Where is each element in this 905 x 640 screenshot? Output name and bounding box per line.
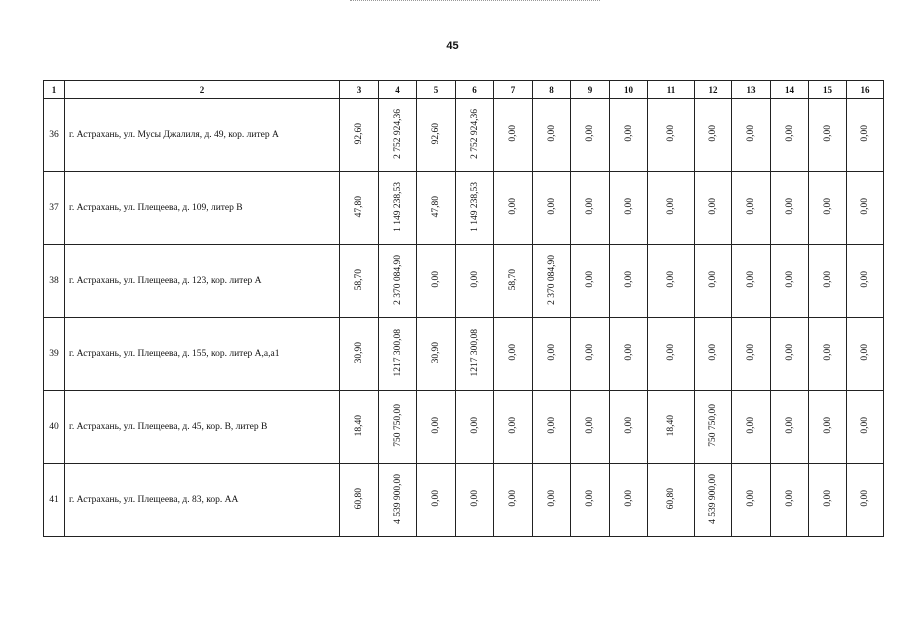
value-text: 0,00: [784, 344, 795, 361]
value-text: 0,00: [860, 198, 870, 215]
column-header-15: 15: [809, 81, 847, 99]
value-cell-col-15: [809, 464, 847, 537]
value-text: 0,00: [746, 344, 756, 361]
value-cell-col-13: [732, 464, 771, 537]
value-cell-col-15: [809, 318, 847, 391]
value-text: 0,00: [666, 125, 676, 142]
value-cell-col-14: [771, 318, 809, 391]
value-text: 0,00: [860, 417, 870, 434]
value-cell-col-6: [456, 172, 494, 245]
value-cell-col-16: [847, 318, 884, 391]
value-cell-col-7: [494, 99, 533, 172]
value-text: 0,00: [469, 490, 480, 507]
value-text: 0,00: [508, 490, 518, 507]
value-cell-col-11: [648, 318, 695, 391]
value-cell-col-9: [571, 464, 610, 537]
value-cell-col-8: [533, 245, 571, 318]
table-row: [44, 391, 884, 464]
column-header-2: 2: [65, 81, 340, 99]
value-text: 0,00: [822, 271, 833, 288]
value-text: 0,00: [784, 490, 795, 507]
value-cell-col-11: [648, 391, 695, 464]
value-cell-col-6: [456, 391, 494, 464]
value-cell-col-6: [456, 245, 494, 318]
page-number: 45: [446, 40, 459, 52]
value-text: 2 752 924,36: [392, 108, 403, 159]
value-text: 92,60: [431, 122, 441, 145]
value-cell-col-16: [847, 172, 884, 245]
value-cell-col-7: [494, 245, 533, 318]
value-text: 18,40: [354, 414, 364, 437]
row-number: 36: [44, 99, 65, 172]
value-cell-col-11: [648, 245, 695, 318]
value-cell-col-11: [648, 464, 695, 537]
table-row: [44, 464, 884, 537]
table-row: [44, 318, 884, 391]
value-text: 0,00: [508, 125, 518, 142]
table-row: [44, 172, 884, 245]
value-cell-col-13: [732, 172, 771, 245]
table-row: [44, 99, 884, 172]
value-cell-col-3: [340, 99, 379, 172]
value-text: 0,00: [822, 198, 833, 215]
value-cell-col-11: [648, 172, 695, 245]
value-cell-col-8: [533, 172, 571, 245]
value-cell-col-14: [771, 99, 809, 172]
value-cell-col-6: [456, 464, 494, 537]
value-text: 0,00: [469, 271, 480, 288]
row-number: 39: [44, 318, 65, 391]
address-cell: г. Астрахань, ул. Плещеева, д. 123, кор. литер А: [65, 245, 340, 318]
value-text: 0,00: [860, 344, 870, 361]
value-cell-col-15: [809, 99, 847, 172]
column-header-14: 14: [771, 81, 809, 99]
value-cell-col-8: [533, 391, 571, 464]
column-header-4: 4: [379, 81, 417, 99]
value-text: 0,00: [431, 490, 441, 507]
value-text: 0,00: [708, 198, 718, 215]
row-number: 41: [44, 464, 65, 537]
value-text: 30,90: [354, 341, 364, 364]
value-text: 47,80: [431, 195, 441, 218]
address-cell: г. Астрахань, ул. Плещеева, д. 45, кор. В, литер В: [65, 391, 340, 464]
value-text: 0,00: [546, 198, 557, 215]
table-body: [44, 99, 884, 537]
value-cell-col-10: [610, 99, 648, 172]
value-text: 92,60: [354, 122, 364, 145]
column-header-10: 10: [610, 81, 648, 99]
value-cell-col-4: [379, 245, 417, 318]
value-cell-col-13: [732, 391, 771, 464]
value-cell-col-9: [571, 391, 610, 464]
register-table: [43, 80, 884, 537]
column-header-5: 5: [417, 81, 456, 99]
value-text: 0,00: [666, 198, 676, 215]
value-cell-col-3: [340, 318, 379, 391]
value-cell-col-9: [571, 99, 610, 172]
value-text: 0,00: [623, 417, 634, 434]
value-cell-col-13: [732, 99, 771, 172]
value-cell-col-10: [610, 464, 648, 537]
value-cell-col-5: [417, 245, 456, 318]
row-number: 40: [44, 391, 65, 464]
value-text: 0,00: [546, 490, 557, 507]
column-header-12: 12: [695, 81, 732, 99]
value-text: 0,00: [623, 490, 634, 507]
value-cell-col-9: [571, 318, 610, 391]
value-text: 0,00: [746, 125, 756, 142]
value-text: 0,00: [623, 125, 634, 142]
value-cell-col-10: [610, 391, 648, 464]
value-cell-col-6: [456, 318, 494, 391]
value-text: 0,00: [822, 125, 833, 142]
value-cell-col-13: [732, 318, 771, 391]
value-cell-col-12: [695, 245, 732, 318]
value-cell-col-4: [379, 318, 417, 391]
value-text: 0,00: [585, 490, 595, 507]
value-text: 0,00: [860, 490, 870, 507]
value-text: 0,00: [860, 125, 870, 142]
address-cell: г. Астрахань, ул. Плещеева, д. 109, литер В: [65, 172, 340, 245]
value-cell-col-14: [771, 391, 809, 464]
value-text: 2 370 084,90: [546, 254, 557, 305]
value-text: 58,70: [508, 268, 518, 291]
value-text: 0,00: [822, 344, 833, 361]
value-text: 750 750,00: [708, 404, 718, 447]
value-text: 0,00: [708, 271, 718, 288]
value-text: 0,00: [508, 344, 518, 361]
value-text: 4 539 900,00: [708, 473, 718, 524]
table-row: [44, 245, 884, 318]
value-cell-col-14: [771, 464, 809, 537]
top-scan-artifact: [350, 0, 600, 5]
value-cell-col-3: [340, 172, 379, 245]
value-cell-col-15: [809, 391, 847, 464]
value-text: 0,00: [585, 344, 595, 361]
value-cell-col-11: [648, 99, 695, 172]
value-text: 0,00: [623, 198, 634, 215]
value-cell-col-6: [456, 99, 494, 172]
column-header-9: 9: [571, 81, 610, 99]
value-text: 0,00: [469, 417, 480, 434]
value-text: 0,00: [508, 417, 518, 434]
row-number: 38: [44, 245, 65, 318]
address-cell: г. Астрахань, ул. Мусы Джалиля, д. 49, кор. литер А: [65, 99, 340, 172]
value-text: 0,00: [784, 125, 795, 142]
value-cell-col-10: [610, 245, 648, 318]
value-text: 0,00: [860, 271, 870, 288]
value-text: 0,00: [746, 417, 756, 434]
value-text: 0,00: [784, 417, 795, 434]
value-cell-col-16: [847, 464, 884, 537]
value-text: 0,00: [508, 198, 518, 215]
value-text: 0,00: [623, 344, 634, 361]
value-text: 0,00: [746, 198, 756, 215]
value-cell-col-7: [494, 318, 533, 391]
value-text: 1 149 238,53: [392, 181, 403, 232]
value-cell-col-12: [695, 391, 732, 464]
value-text: 0,00: [784, 271, 795, 288]
value-cell-col-16: [847, 245, 884, 318]
value-text: 58,70: [354, 268, 364, 291]
value-cell-col-7: [494, 464, 533, 537]
value-text: 0,00: [585, 198, 595, 215]
value-text: 2 370 084,90: [392, 254, 403, 305]
value-cell-col-16: [847, 99, 884, 172]
value-text: 1 149 238,53: [469, 181, 480, 232]
column-header-16: 16: [847, 81, 884, 99]
value-text: 0,00: [546, 125, 557, 142]
value-text: 0,00: [746, 490, 756, 507]
header-row: [44, 81, 884, 99]
value-cell-col-8: [533, 464, 571, 537]
column-header-6: 6: [456, 81, 494, 99]
value-text: 2 752 924,36: [469, 108, 480, 159]
value-text: 0,00: [746, 271, 756, 288]
value-cell-col-4: [379, 464, 417, 537]
value-cell-col-12: [695, 172, 732, 245]
value-text: 0,00: [666, 271, 676, 288]
value-text: 0,00: [585, 417, 595, 434]
value-text: 1217 300,08: [392, 328, 403, 377]
value-text: 0,00: [708, 344, 718, 361]
value-text: 30,90: [431, 341, 441, 364]
column-header-3: 3: [340, 81, 379, 99]
value-cell-col-10: [610, 172, 648, 245]
value-cell-col-5: [417, 318, 456, 391]
value-text: 47,80: [354, 195, 364, 218]
value-text: 0,00: [546, 344, 557, 361]
value-text: 60,80: [354, 487, 364, 510]
column-header-8: 8: [533, 81, 571, 99]
value-cell-col-4: [379, 99, 417, 172]
value-cell-col-14: [771, 245, 809, 318]
value-cell-col-12: [695, 318, 732, 391]
column-header-1: 1: [44, 81, 65, 99]
value-text: 1217 300,08: [469, 328, 480, 377]
column-header-13: 13: [732, 81, 771, 99]
value-cell-col-5: [417, 172, 456, 245]
address-cell: г. Астрахань, ул. Плещеева, д. 83, кор. АА: [65, 464, 340, 537]
column-header-7: 7: [494, 81, 533, 99]
value-cell-col-5: [417, 464, 456, 537]
value-text: 60,80: [666, 487, 676, 510]
value-text: 0,00: [431, 271, 441, 288]
value-cell-col-13: [732, 245, 771, 318]
value-text: 18,40: [666, 414, 676, 437]
value-cell-col-16: [847, 391, 884, 464]
value-text: 0,00: [431, 417, 441, 434]
value-text: 0,00: [822, 490, 833, 507]
value-text: 0,00: [666, 344, 676, 361]
value-cell-col-12: [695, 99, 732, 172]
value-cell-col-7: [494, 391, 533, 464]
value-cell-col-12: [695, 464, 732, 537]
value-cell-col-9: [571, 172, 610, 245]
value-text: 0,00: [585, 125, 595, 142]
value-text: 0,00: [784, 198, 795, 215]
value-cell-col-4: [379, 391, 417, 464]
value-cell-col-8: [533, 99, 571, 172]
value-cell-col-5: [417, 99, 456, 172]
value-cell-col-4: [379, 172, 417, 245]
value-text: 0,00: [585, 271, 595, 288]
value-cell-col-15: [809, 245, 847, 318]
column-header-11: 11: [648, 81, 695, 99]
value-cell-col-3: [340, 391, 379, 464]
value-cell-col-7: [494, 172, 533, 245]
value-text: 4 539 900,00: [392, 473, 403, 524]
value-cell-col-8: [533, 318, 571, 391]
value-cell-col-9: [571, 245, 610, 318]
value-text: 0,00: [822, 417, 833, 434]
value-text: 0,00: [546, 417, 557, 434]
value-text: 0,00: [623, 271, 634, 288]
value-cell-col-3: [340, 464, 379, 537]
value-cell-col-15: [809, 172, 847, 245]
row-number: 37: [44, 172, 65, 245]
value-cell-col-3: [340, 245, 379, 318]
value-text: 750 750,00: [392, 404, 403, 447]
value-text: 0,00: [708, 125, 718, 142]
address-cell: г. Астрахань, ул. Плещеева, д. 155, кор. литер А,а,а1: [65, 318, 340, 391]
value-cell-col-5: [417, 391, 456, 464]
value-cell-col-10: [610, 318, 648, 391]
value-cell-col-14: [771, 172, 809, 245]
